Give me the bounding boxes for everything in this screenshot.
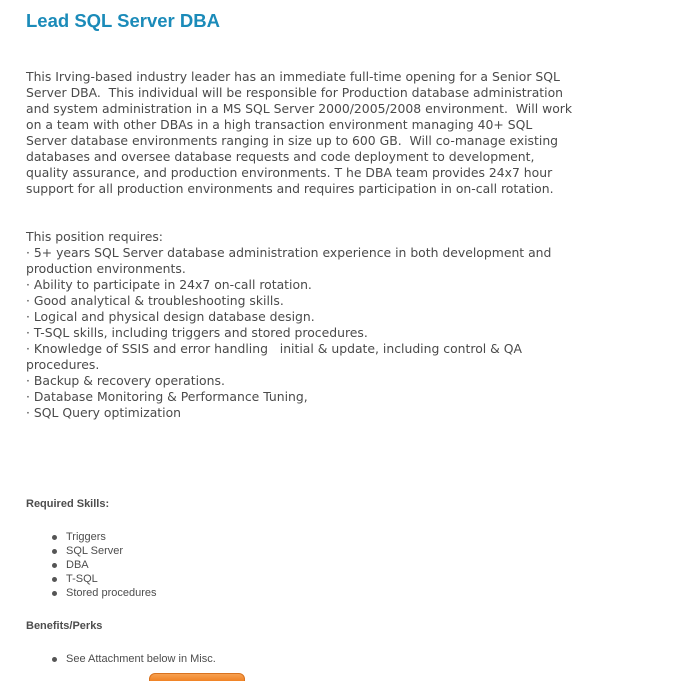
required-skills-heading: Required Skills: [26,498,110,510]
bullet-icon [52,535,57,540]
description-line: This Irving-based industry leader has an immediate full-time opening for a Senior SQL [26,69,560,84]
requirements-heading: This position requires: [26,229,163,244]
requirement-line: · Logical and physical design database design. [26,309,315,324]
bullet-icon [52,563,57,568]
requirement-line: · Ability to participate in 24x7 on-call rotation. [26,277,312,292]
skill-label: Stored procedures [66,587,157,599]
description-line: databases and oversee database requests and code deployment to development, [26,149,535,164]
requirement-line: · Database Monitoring & Performance Tuning, [26,389,308,404]
benefits-list [26,652,216,666]
requirement-line: · T-SQL skills, including triggers and stored procedures. [26,325,368,340]
bullet-icon [52,577,57,582]
skill-item [26,558,157,572]
benefit-label: See Attachment below in Misc. [66,653,216,665]
requirement-line: · Knowledge of SSIS and error handling initial & update, including control & QA [26,341,522,356]
requirement-line: production environments. [26,261,186,276]
description-line: and system administration in a MS SQL Server 2000/2005/2008 environment. Will work [26,101,573,116]
requirement-line: · SQL Query optimization [26,405,182,420]
skill-label: DBA [66,559,89,571]
description-line: quality assurance, and production environments. T he DBA team provides 24x7 hour [26,165,553,180]
bullet-icon [52,591,57,596]
skill-label: SQL Server [66,545,124,557]
skill-item [26,586,157,600]
benefit-item [26,652,216,666]
position-requirements [26,229,626,421]
requirement-line: · 5+ years SQL Server database administration experience in both development and [26,245,552,260]
benefits-heading: Benefits/Perks [26,620,103,632]
skill-item [26,530,157,544]
description-line: on a team with other DBAs in a high transaction environment managing 40+ SQL [26,117,533,132]
description-line: Server database environments ranging in size up to 600 GB. Will co-manage existing [26,133,559,148]
requirement-line: · Backup & recovery operations. [26,373,225,388]
skill-item [26,572,157,586]
description-line: Server DBA. This individual will be responsible for Production database administration [26,85,564,100]
job-title: Lead SQL Server DBA [26,10,220,31]
bullet-icon [52,549,57,554]
bullet-icon [52,657,57,662]
description-line: support for all production environments and requires participation in on-call rotation. [26,181,554,196]
apply-button[interactable] [149,673,245,681]
requirement-line: · Good analytical & troubleshooting skills. [26,293,284,308]
required-skills-list [26,530,157,600]
skill-label: T-SQL [66,573,98,585]
skill-item [26,544,157,558]
job-description [26,69,626,197]
requirement-line: procedures. [26,357,100,372]
skill-label: Triggers [66,531,106,543]
